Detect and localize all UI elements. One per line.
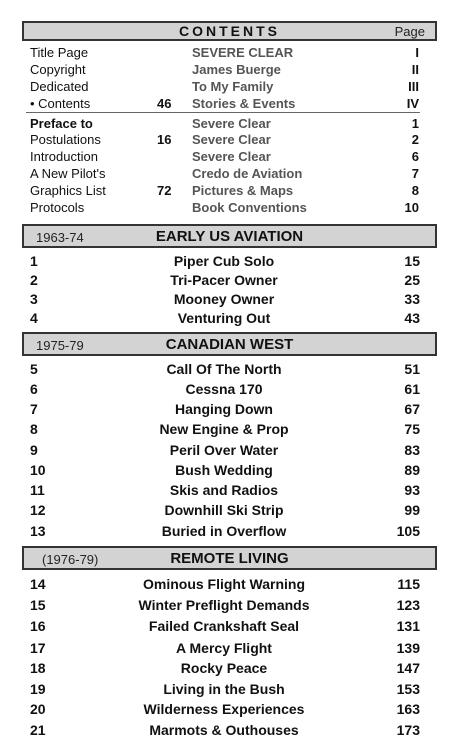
chapter-row[interactable] [26, 681, 422, 699]
chapter-title: Tri-Pacer Owner [170, 272, 278, 288]
chapter-page: 163 [396, 701, 420, 717]
chapter-row[interactable] [26, 523, 422, 541]
chapter-page: 61 [404, 381, 420, 397]
chapter-row[interactable] [26, 660, 422, 678]
front-left-label: Preface to [30, 116, 93, 131]
chapter-page: 51 [404, 361, 420, 377]
front-right-page: I [415, 45, 419, 60]
chapter-number: 21 [30, 722, 46, 738]
chapter-number: 18 [30, 660, 46, 676]
chapter-title: Peril Over Water [169, 442, 279, 458]
chapter-number: 16 [30, 618, 46, 634]
chapter-number: 2 [30, 272, 38, 288]
front-right-label: To My Family [192, 79, 274, 94]
contents-title: CONTENTS [179, 23, 280, 39]
chapter-row[interactable] [26, 482, 422, 500]
chapter-title: Failed Crankshaft Seal [148, 618, 300, 634]
chapter-page: 123 [396, 597, 420, 613]
front-left-page: 16 [157, 132, 172, 147]
chapter-row[interactable] [26, 502, 422, 520]
front-left-label: A New Pilot's [30, 166, 106, 181]
chapter-row[interactable] [26, 618, 422, 636]
chapter-number: 5 [30, 361, 38, 377]
chapter-title: Marmots & Outhouses [149, 722, 299, 738]
front-right-page: 7 [411, 166, 419, 181]
section-header [22, 224, 437, 248]
chapter-title: Living in the Bush [163, 681, 285, 697]
chapter-number: 15 [30, 597, 46, 613]
chapter-row[interactable] [26, 701, 422, 719]
front-left-page: 72 [157, 183, 172, 198]
chapter-row[interactable] [26, 272, 422, 290]
chapter-title: Winter Preflight Demands [138, 597, 310, 613]
chapter-title: Buried in Overflow [161, 523, 287, 539]
front-right-page: 6 [411, 149, 419, 164]
chapter-row[interactable] [26, 442, 422, 460]
chapter-title: Venturing Out [177, 310, 271, 326]
front-right-label: James Buerge [192, 62, 281, 77]
chapter-title: Skis and Radios [169, 482, 279, 498]
chapter-number: 8 [30, 421, 38, 437]
front-right-label: Book Conventions [192, 200, 307, 215]
chapter-title: Wilderness Experiences [143, 701, 305, 717]
chapter-number: 1 [30, 253, 38, 269]
front-left-label: • Contents [30, 96, 91, 111]
chapter-row[interactable] [26, 310, 422, 328]
section-years: 1975-79 [36, 338, 84, 353]
chapter-row[interactable] [26, 291, 422, 309]
chapter-title: Mooney Owner [173, 291, 275, 307]
chapter-page: 99 [404, 502, 420, 518]
front-left-label: Graphics List [30, 183, 106, 198]
chapter-page: 33 [404, 291, 420, 307]
section-title: EARLY US AVIATION [155, 228, 304, 245]
chapter-title: Bush Wedding [175, 462, 273, 478]
chapter-row[interactable] [26, 722, 422, 740]
front-left-label: Protocols [30, 200, 85, 215]
chapter-title: Rocky Peace [180, 660, 268, 676]
chapter-number: 6 [30, 381, 38, 397]
chapter-page: 173 [396, 722, 420, 738]
front-right-page: IV [406, 96, 419, 111]
chapter-page: 15 [404, 253, 420, 269]
chapter-title: Downhill Ski Strip [164, 502, 284, 518]
chapter-row[interactable] [26, 381, 422, 399]
front-right-label: Severe Clear [192, 116, 271, 131]
chapter-number: 7 [30, 401, 38, 417]
front-left-label: Copyright [30, 62, 86, 77]
chapter-row[interactable] [26, 361, 422, 379]
chapter-number: 3 [30, 291, 38, 307]
front-right-label: Pictures & Maps [192, 183, 294, 198]
chapter-number: 20 [30, 701, 46, 717]
front-right-label: SEVERE CLEAR [192, 45, 294, 60]
chapter-number: 11 [30, 482, 45, 498]
front-left-label: Postulations [30, 132, 101, 147]
chapter-row[interactable] [26, 253, 422, 271]
contents-header-bar [22, 21, 437, 41]
chapter-page: 89 [404, 462, 420, 478]
section-title: CANADIAN WEST [165, 336, 294, 353]
section-header [22, 546, 437, 570]
front-right-page: II [411, 62, 419, 77]
chapter-page: 105 [396, 523, 420, 539]
front-left-label: Title Page [30, 45, 89, 60]
front-right-page: III [408, 79, 419, 94]
chapter-title: A Mercy Flight [176, 640, 272, 656]
front-right-page: 8 [411, 183, 419, 198]
chapter-page: 25 [404, 272, 420, 288]
chapter-page: 147 [396, 660, 420, 676]
section-header [22, 332, 437, 356]
chapter-title: Piper Cub Solo [173, 253, 275, 269]
chapter-title: Cessna 170 [185, 381, 263, 397]
chapter-number: 12 [30, 502, 46, 518]
front-right-label: Stories & Events [192, 96, 296, 111]
chapter-number: 10 [30, 462, 46, 478]
chapter-row[interactable] [26, 462, 422, 480]
front-right-page: 2 [411, 132, 419, 147]
front-right-label: Credo de Aviation [192, 166, 303, 181]
chapter-number: 17 [30, 640, 46, 656]
chapter-page: 131 [396, 618, 420, 634]
chapter-row[interactable] [26, 640, 422, 658]
chapter-row[interactable] [26, 421, 422, 439]
chapter-page: 93 [404, 482, 420, 498]
chapter-number: 9 [30, 442, 38, 458]
chapter-row[interactable] [26, 576, 422, 594]
page-column-label: Page [394, 24, 425, 39]
front-left-label: Dedicated [30, 79, 89, 94]
front-left-label: Introduction [30, 149, 98, 164]
chapter-number: 14 [30, 576, 46, 592]
chapter-number: 4 [30, 310, 38, 326]
chapter-number: 13 [30, 523, 46, 539]
front-right-label: Severe Clear [192, 132, 271, 147]
chapter-title: Call Of The North [166, 361, 282, 377]
section-title: REMOTE LIVING [170, 550, 289, 567]
chapter-title: New Engine & Prop [159, 421, 289, 437]
chapter-page: 43 [404, 310, 420, 326]
front-right-label: Severe Clear [192, 149, 271, 164]
chapter-page: 115 [397, 576, 420, 592]
chapter-title: Hanging Down [175, 401, 273, 417]
section-years: 1963-74 [36, 230, 84, 245]
front-right-page: 10 [404, 200, 419, 215]
chapter-page: 83 [404, 442, 420, 458]
front-left-page: 46 [157, 96, 172, 111]
chapter-page: 153 [396, 681, 420, 697]
chapter-page: 67 [404, 401, 420, 417]
front-divider [26, 112, 420, 113]
chapter-row[interactable] [26, 597, 422, 615]
chapter-number: 19 [30, 681, 46, 697]
front-right-page: 1 [411, 116, 419, 131]
chapter-page: 139 [396, 640, 420, 656]
section-years: (1976-79) [42, 552, 99, 567]
chapter-page: 75 [404, 421, 420, 437]
chapter-row[interactable] [26, 401, 422, 419]
chapter-title: Ominous Flight Warning [142, 576, 306, 592]
